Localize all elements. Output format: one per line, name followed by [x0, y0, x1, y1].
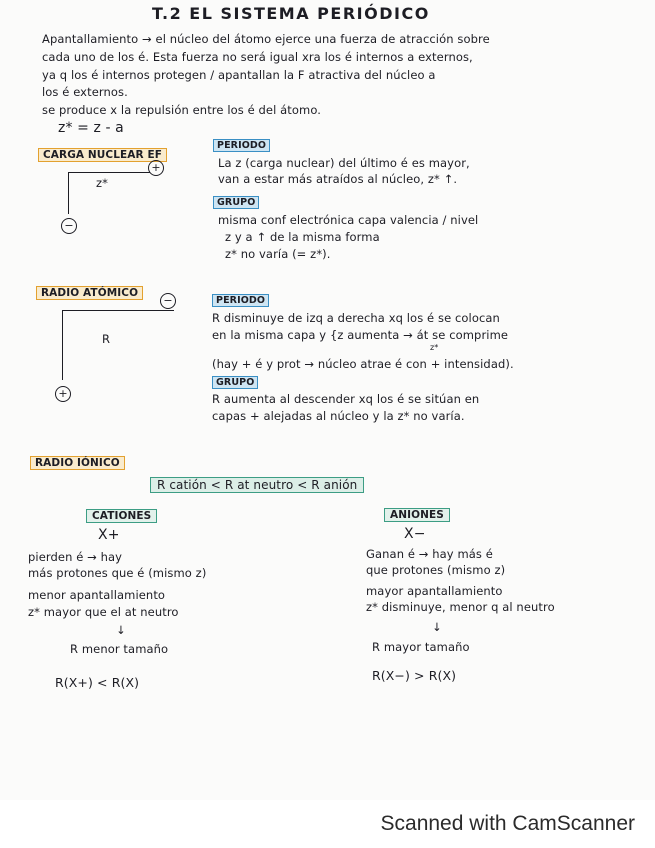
- radio-ionico-label: RADIO IÓNICO: [30, 456, 125, 470]
- intro-line: los é externos.: [42, 85, 128, 99]
- cation-line: z* mayor que el at neutro: [28, 605, 179, 619]
- cation-symbol: X+: [98, 527, 120, 543]
- grupo-tag: GRUPO: [213, 196, 259, 209]
- plus-icon: +: [55, 386, 71, 402]
- minus-icon: −: [160, 293, 176, 309]
- effective-charge-formula: z* = z - a: [58, 120, 124, 136]
- grupo-line: misma conf electrónica capa valencia / nivel: [218, 213, 479, 227]
- periodo-tag: PERIODO: [212, 294, 269, 307]
- intro-line: cada uno de los é. Esta fuerza no será igual xra los é internos a externos,: [42, 50, 473, 64]
- periodo-line: van a estar más atraídos al núcleo, z* ↑.: [218, 172, 458, 186]
- cationes-tag: CATIONES: [86, 509, 157, 523]
- aniones-tag: ANIONES: [384, 508, 450, 522]
- radius-comparison: R catión < R at neutro < R anión: [150, 477, 364, 493]
- anion-formula: R(X−) > R(X): [372, 668, 457, 683]
- cation-result: R menor tamaño: [70, 642, 169, 656]
- axis-horizontal: [62, 310, 174, 311]
- anion-result: R mayor tamaño: [372, 640, 470, 654]
- plus-icon: +: [148, 160, 164, 176]
- cation-line: más protones que é (mismo z): [28, 566, 207, 580]
- cation-line: menor apantallamiento: [28, 588, 166, 602]
- grupo-line: R aumenta al descender xq los é se sitúan en: [212, 392, 480, 406]
- periodo-note: (hay + é y prot → núcleo atrae é con + intensidad).: [212, 357, 514, 371]
- cation-formula: R(X+) < R(X): [55, 675, 140, 690]
- cation-line: pierden é → hay: [28, 550, 123, 564]
- periodo-line: R disminuye de izq a derecha xq los é se colocan: [212, 311, 500, 325]
- intro-line: Apantallamiento → el núcleo del átomo ejerce una fuerza de atracción sobre: [42, 32, 490, 46]
- anion-line: mayor apantallamiento: [366, 584, 503, 598]
- arrow-down-icon: ↓: [432, 620, 442, 634]
- anion-line: z* disminuye, menor q al neutro: [366, 600, 555, 614]
- grupo-line: z y a ↑ de la misma forma: [225, 230, 380, 244]
- anion-line: que protones (mismo z): [366, 563, 506, 577]
- axis-label: R: [102, 332, 111, 346]
- periodo-line: La z (carga nuclear) del último é es mayor,: [218, 156, 470, 170]
- minus-icon: −: [61, 218, 77, 234]
- intro-line: se produce x la repulsión entre los é del átomo.: [42, 103, 322, 117]
- axis-horizontal: [68, 172, 150, 173]
- radio-atomico-label: RADIO ATÓMICO: [36, 286, 143, 300]
- periodo-subscript: z*: [430, 343, 439, 352]
- arrow-down-icon: ↓: [116, 623, 126, 637]
- grupo-line: z* no varía (= z*).: [225, 247, 331, 261]
- axis-vertical: [62, 310, 63, 380]
- intro-line: ya q los é internos protegen / apantallan la F atractiva del núcleo a: [42, 68, 436, 82]
- grupo-tag: GRUPO: [212, 376, 258, 389]
- periodo-tag: PERIODO: [213, 139, 270, 152]
- axis-label: z*: [96, 176, 108, 190]
- axis-vertical: [68, 172, 69, 214]
- anion-line: Ganan é → hay más é: [366, 547, 493, 561]
- carga-nuclear-label: CARGA NUCLEAR EF: [38, 148, 167, 162]
- anion-symbol: X−: [404, 526, 426, 542]
- periodo-line: en la misma capa y {z aumenta → át se comprime: [212, 328, 509, 342]
- page-title: T.2 EL SISTEMA PERIÓDICO: [152, 4, 430, 23]
- grupo-line: capas + alejadas al núcleo y la z* no varía.: [212, 409, 465, 423]
- scanner-watermark: Scanned with CamScanner: [380, 812, 635, 835]
